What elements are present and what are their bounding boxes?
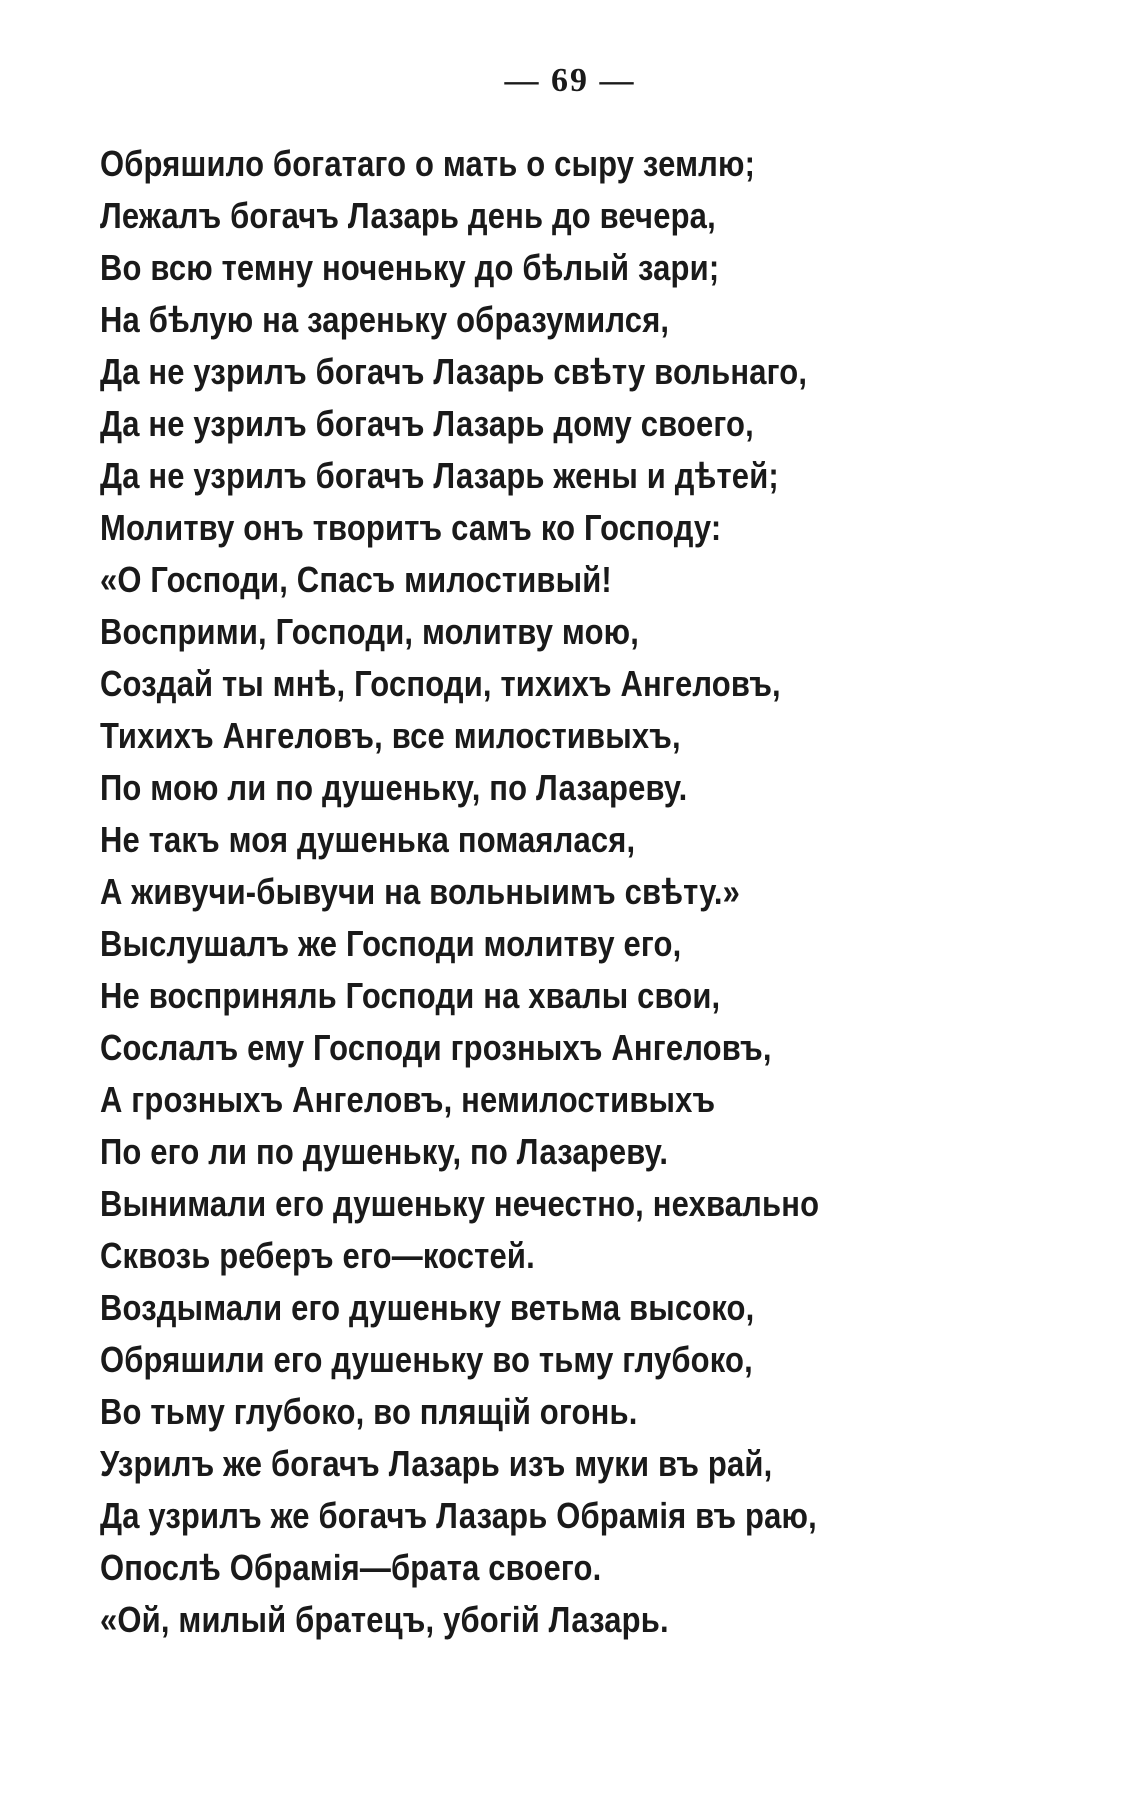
- poem-line: Не восприняль Господи на хвалы свои,: [100, 975, 721, 1016]
- poem-line: «Ой, милый братецъ, убогій Лазарь.: [100, 1599, 669, 1640]
- page-number: — 69 —: [504, 62, 636, 99]
- poem-line: Да не узрилъ богачъ Лазарь жены и дѣтей;: [100, 455, 779, 496]
- poem-line: Да не узрилъ богачъ Лазарь свѣту вольнаго,: [100, 351, 808, 392]
- poem-line: Опослѣ Обрамія—брата своего.: [100, 1547, 602, 1588]
- poem-line: Тихихъ Ангеловъ, все милостивыхъ,: [100, 715, 681, 756]
- poem-line: Во тьму глубоко, во плящій огонь.: [100, 1391, 638, 1432]
- poem-line: Обряшило богатаго о мать о сыру землю;: [100, 143, 756, 184]
- poem-line: Не такъ моя душенька помаялася,: [100, 819, 636, 860]
- poem-line: А грозныхъ Ангеловъ, немилостивыхъ: [100, 1079, 716, 1120]
- poem-line: Узрилъ же богачъ Лазарь изъ муки въ рай,: [100, 1443, 773, 1484]
- poem-line: Молитву онъ творитъ самъ ко Господу:: [100, 507, 722, 548]
- poem-line: Создай ты мнѣ, Господи, тихихъ Ангеловъ,: [100, 663, 781, 704]
- poem-text: [100, 138, 1100, 1646]
- poem-line: «О Господи, Спасъ милостивый!: [100, 559, 612, 600]
- poem-line: Да не узрилъ богачъ Лазарь дому своего,: [100, 403, 754, 444]
- poem-line: Да узрилъ же богачъ Лазарь Обрамія въ раю,: [100, 1495, 817, 1536]
- poem-line: Восприми, Господи, молитву мою,: [100, 611, 640, 652]
- poem-line: Во всю темну ноченьку до бѣлый зари;: [100, 247, 720, 288]
- poem-line: Сослалъ ему Господи грозныхъ Ангеловъ,: [100, 1027, 772, 1068]
- poem-line: А живучи-бывучи на вольныимъ свѣту.»: [100, 871, 741, 912]
- poem-line: По мою ли по душеньку, по Лазареву.: [100, 767, 688, 808]
- poem-line: Воздымали его душеньку ветьма высоко,: [100, 1287, 755, 1328]
- poem-line: На бѣлую на зареньку образумился,: [100, 299, 670, 340]
- poem-line: По его ли по душеньку, по Лазареву.: [100, 1131, 669, 1172]
- poem-line: Обряшили его душеньку во тьму глубоко,: [100, 1339, 753, 1380]
- poem-line: Выслушалъ же Господи молитву его,: [100, 923, 682, 964]
- poem-line: Сквозь реберъ его—костей.: [100, 1235, 535, 1276]
- poem-line: Лежалъ богачъ Лазарь день до вечера,: [100, 195, 716, 236]
- poem-line: Вынимали его душеньку нечестно, нехвально: [100, 1183, 820, 1224]
